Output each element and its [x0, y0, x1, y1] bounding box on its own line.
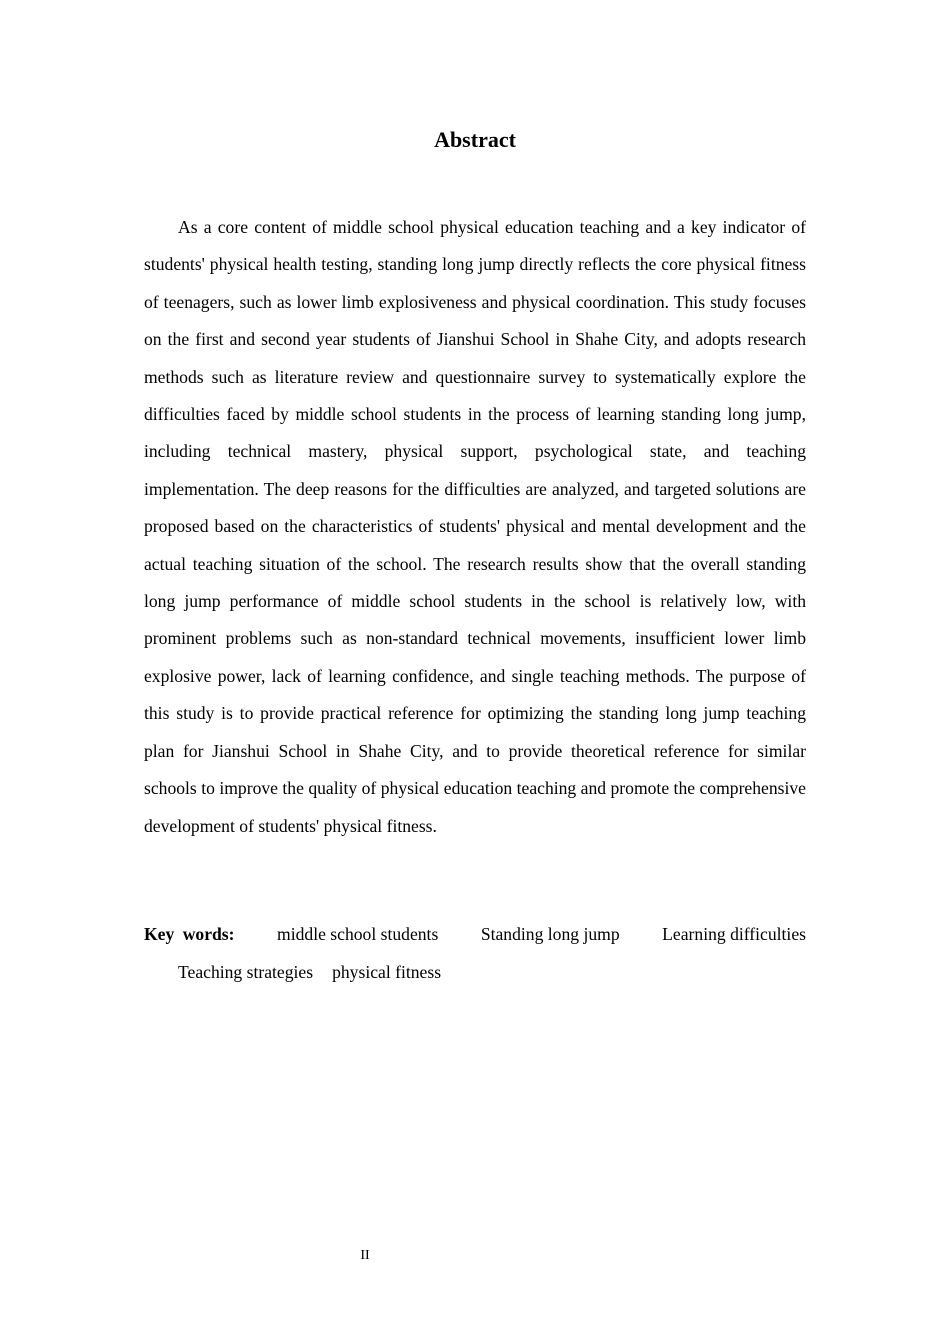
keyword-item: Learning difficulties: [662, 924, 806, 944]
page-number: II: [360, 1248, 370, 1263]
keywords-line-1: [144, 915, 806, 953]
keywords-block: [144, 915, 806, 991]
abstract-title: Abstract: [434, 127, 516, 152]
abstract-paragraph: As a core content of middle school physical education teaching and a key indicator of students' physical health testing, standing long jump directly reflects the core physical fitness of teenagers, such as lower limb explosiveness and physical coordination. This study focuses on the first and second year students of Jianshui School in Shahe City, and adopts research methods such as literature review and questionnaire survey to systematically explore the difficulties faced by middle school students in the process of learning standing long jump, including technical mastery, physical support, psychological state, and teaching implementation. The deep reasons for the difficulties are analyzed, and targeted solutions are proposed based on the characteristics of students' physical and mental development and the actual teaching situation of the school. The research results show that the overall standing long jump performance of middle school students in the school is relatively low, with prominent problems such as non-standard technical movements, insufficient lower limb explosive power, lack of learning confidence, and single teaching methods. The purpose of this study is to provide practical reference for optimizing the standing long jump teaching plan for Jianshui School in Shahe City, and to provide theoretical reference for similar schools to improve the quality of physical education teaching and promote the comprehensive development of students' physical fitness.: [144, 217, 806, 836]
keywords-label: Key words:: [144, 924, 235, 944]
keyword-item: physical fitness: [332, 962, 442, 982]
keyword-item: Standing long jump: [480, 924, 620, 944]
keyword-item: middle school students: [277, 924, 439, 944]
keyword-item: Teaching strategies: [178, 962, 314, 982]
keywords-line-2: [144, 953, 806, 991]
